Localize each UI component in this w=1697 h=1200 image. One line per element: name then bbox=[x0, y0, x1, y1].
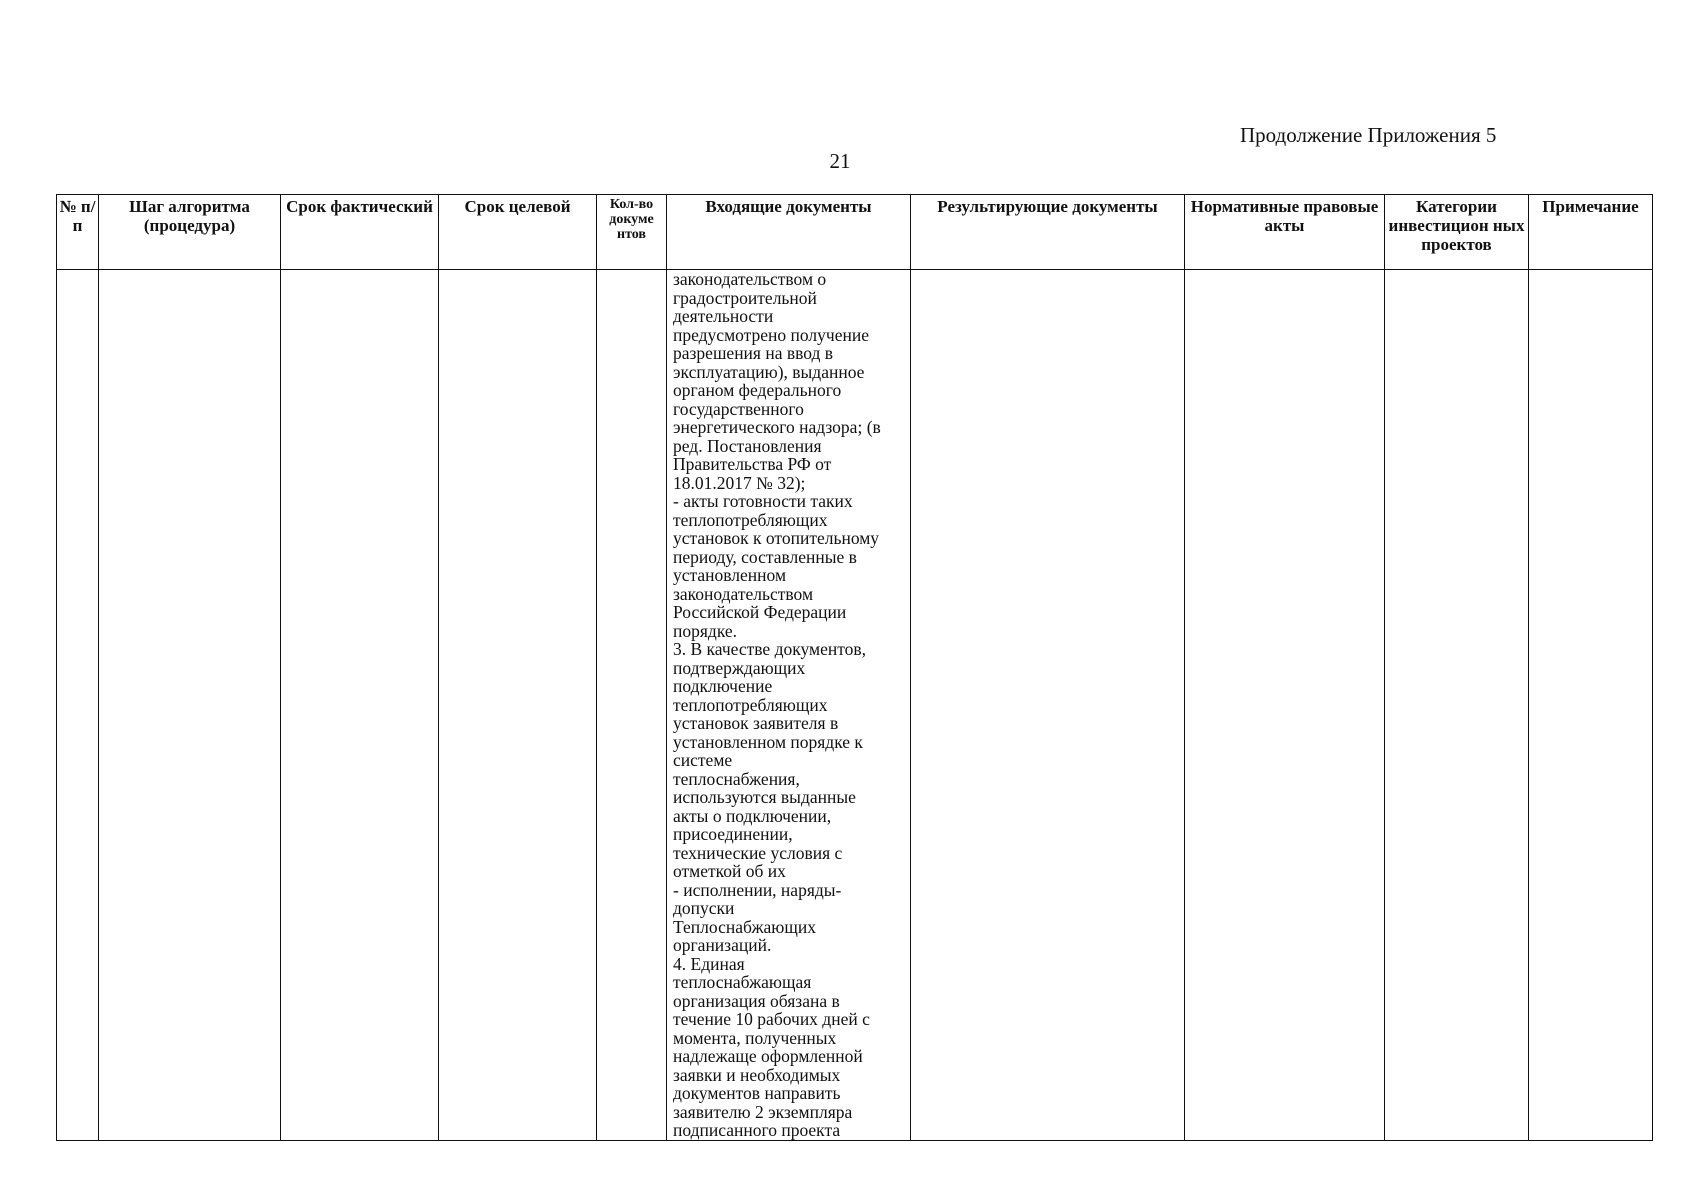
column-header-number: № п/п bbox=[57, 195, 99, 270]
cell-regulatory-acts bbox=[1185, 270, 1385, 1141]
annex-title: Продолжение Приложения 5 bbox=[1240, 123, 1497, 147]
cell-project-categories bbox=[1385, 270, 1529, 1141]
column-header-resulting-documents: Результирующие документы bbox=[911, 195, 1185, 270]
procedure-table bbox=[56, 194, 1653, 1141]
cell-documents-count bbox=[597, 270, 667, 1141]
page-number: 21 bbox=[829, 149, 851, 173]
column-header-project-categories: Категории инвестицион ных проектов bbox=[1385, 195, 1529, 270]
column-header-documents-count: Кол-во докуме нтов bbox=[597, 195, 667, 270]
column-header-regulatory-acts: Нормативные правовые акты bbox=[1185, 195, 1385, 270]
column-header-incoming-documents: Входящие документы bbox=[667, 195, 911, 270]
column-header-target-term: Срок целевой bbox=[439, 195, 597, 270]
cell-actual-term bbox=[281, 270, 439, 1141]
cell-incoming-documents bbox=[667, 270, 911, 1141]
cell-note bbox=[1529, 270, 1653, 1141]
cell-step bbox=[99, 270, 281, 1141]
column-header-note: Примечание bbox=[1529, 195, 1653, 270]
table-header-row bbox=[57, 195, 1653, 270]
table-row bbox=[57, 270, 1653, 1141]
column-header-actual-term: Срок фактический bbox=[281, 195, 439, 270]
cell-number bbox=[57, 270, 99, 1141]
column-header-step: Шаг алгоритма (процедура) bbox=[99, 195, 281, 270]
cell-resulting-documents bbox=[911, 270, 1185, 1141]
incoming-documents-text: законодательством о градостроительной деятельности предусмотрено получение разрешения на ввод в эксплуатацию), выданное органом федерального государственного энергетического надзора; (в ред. Постановления Правительства РФ от 18.01.2017 № 32); - акты готовности таких теплопотребляющих установок к отопительному периоду, составленные в установленном законодательством Российской Федерации порядке. 3. В качестве документов, подтверждающих подключение теплопотребляющих установок заявителя в установленном порядке к системе теплоснабжения, используются выданные акты о подключении, присоединении, технические условия с отметкой об их - исполнении, наряды- допуски Теплоснабжающих организаций. 4. Единая теплоснабжающая организация обязана в течение 10 рабочих дней с момента, полученных надлежаще оформленной заявки и необходимых документов направить заявителю 2 экземпляра подписанного проекта bbox=[673, 270, 881, 1140]
cell-target-term bbox=[439, 270, 597, 1141]
